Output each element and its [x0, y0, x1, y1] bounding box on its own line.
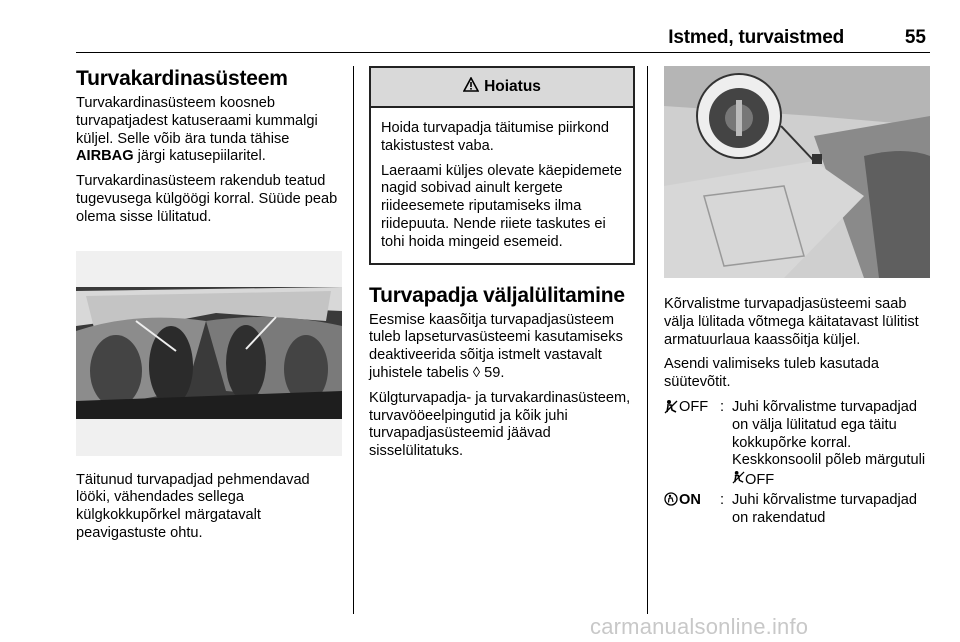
page-number: 55	[904, 27, 926, 48]
airbag-off-icon	[732, 472, 745, 488]
description: Juhi kõrvalistme turvapadjad on välja lülitatud ega täitu kokkupõrke korral. Keskkonsoolil põleb märgutuli OFF	[732, 398, 926, 489]
paragraph	[369, 312, 633, 383]
column-divider	[353, 66, 354, 614]
page-ref-icon: ◊	[472, 364, 485, 381]
paragraph: Külgturvapadja- ja turvakardinasüsteem, turvavööeelpingutid ja kõik juhi turvapadjasüsteemid jäävad sisselülitatuks.	[369, 389, 631, 460]
column-divider	[647, 66, 648, 614]
page-title: Istmed, turvaistmed	[668, 27, 844, 48]
page-ref[interactable]: 59	[484, 364, 501, 381]
section-heading: Turvakardinasüsteem	[76, 67, 288, 90]
paragraph: Turvakardinasüsteem rakendub teatud tugevusega külgöögi korral. Süüde peab olema sisse lülitatud.	[76, 173, 338, 225]
page-header	[76, 18, 930, 53]
warning-triangle-icon	[463, 77, 479, 97]
paragraph: Laeraami küljes olevate käepidemete nagid sobivad ainult kergete riideesemete riputamiseks ilma riidepuuta. Nende riiete taskutes ei tohi hoida mingeid esemeid.	[381, 162, 622, 250]
text: järgi katusepiilaritel.	[133, 148, 266, 165]
text: Turvakardinasüsteem koosneb turvapatjadest katuseraami kummalgi küljel. Selle võib ära tunda tähise	[76, 95, 318, 147]
paragraph: Täitunud turvapadjad pehmendavad lööki, vähendades sellega külgkokkupõrkel märgatavalt peavigastuste ohtu.	[76, 471, 310, 541]
warning-title: Hoiatus	[484, 78, 541, 95]
term: OFF	[664, 399, 720, 490]
airbag-on-icon	[664, 492, 678, 512]
section-heading: Turvapadja väljalülitamine	[369, 283, 625, 307]
paragraph: Hoida turvapadja täitumise piirkond takistustest vaba.	[381, 120, 609, 154]
warning-body	[371, 108, 633, 263]
column-3	[664, 66, 930, 530]
list-item: OFF : Juhi kõrvalistme turvapadjad on välja lülitatud ega täitu kokkupõrke korral. Keskkonsoolil põleb märgutuli OFF	[664, 399, 930, 490]
switch-positions-list	[664, 399, 930, 528]
paragraph: Asendi valimiseks tuleb kasutada süütevõtit.	[664, 356, 879, 391]
airbag-off-icon	[664, 399, 678, 420]
list-item: ON : Juhi kõrvalistme turvapadjad on rakendatud	[664, 492, 930, 528]
column-1	[76, 66, 342, 550]
description: Juhi kõrvalistme turvapadjad on rakendatud	[732, 491, 917, 526]
warning-box	[369, 66, 635, 265]
text: .	[500, 364, 505, 381]
text: Eesmise kaasõitja turvapadjasüsteem tuleb lapseturvasüsteemi kasutamiseks deaktiveerida sõitja istmelt vastavalt juhistele tabelis	[369, 311, 623, 381]
term: ON	[664, 492, 720, 528]
airbag-switch-photo	[664, 66, 930, 278]
paragraph	[76, 95, 342, 166]
paragraph: Kõrvalistme turvapadjasüsteemi saab välja lülitada võtmega käitatavast lülitist armatuurlaua kaassõitja küljel.	[664, 296, 919, 348]
curtain-airbag-photo	[76, 251, 342, 456]
watermark: carmanualsonline.info	[590, 614, 809, 639]
warning-header	[371, 68, 633, 108]
column-2	[369, 66, 633, 468]
airbag-label: AIRBAG	[76, 148, 134, 165]
